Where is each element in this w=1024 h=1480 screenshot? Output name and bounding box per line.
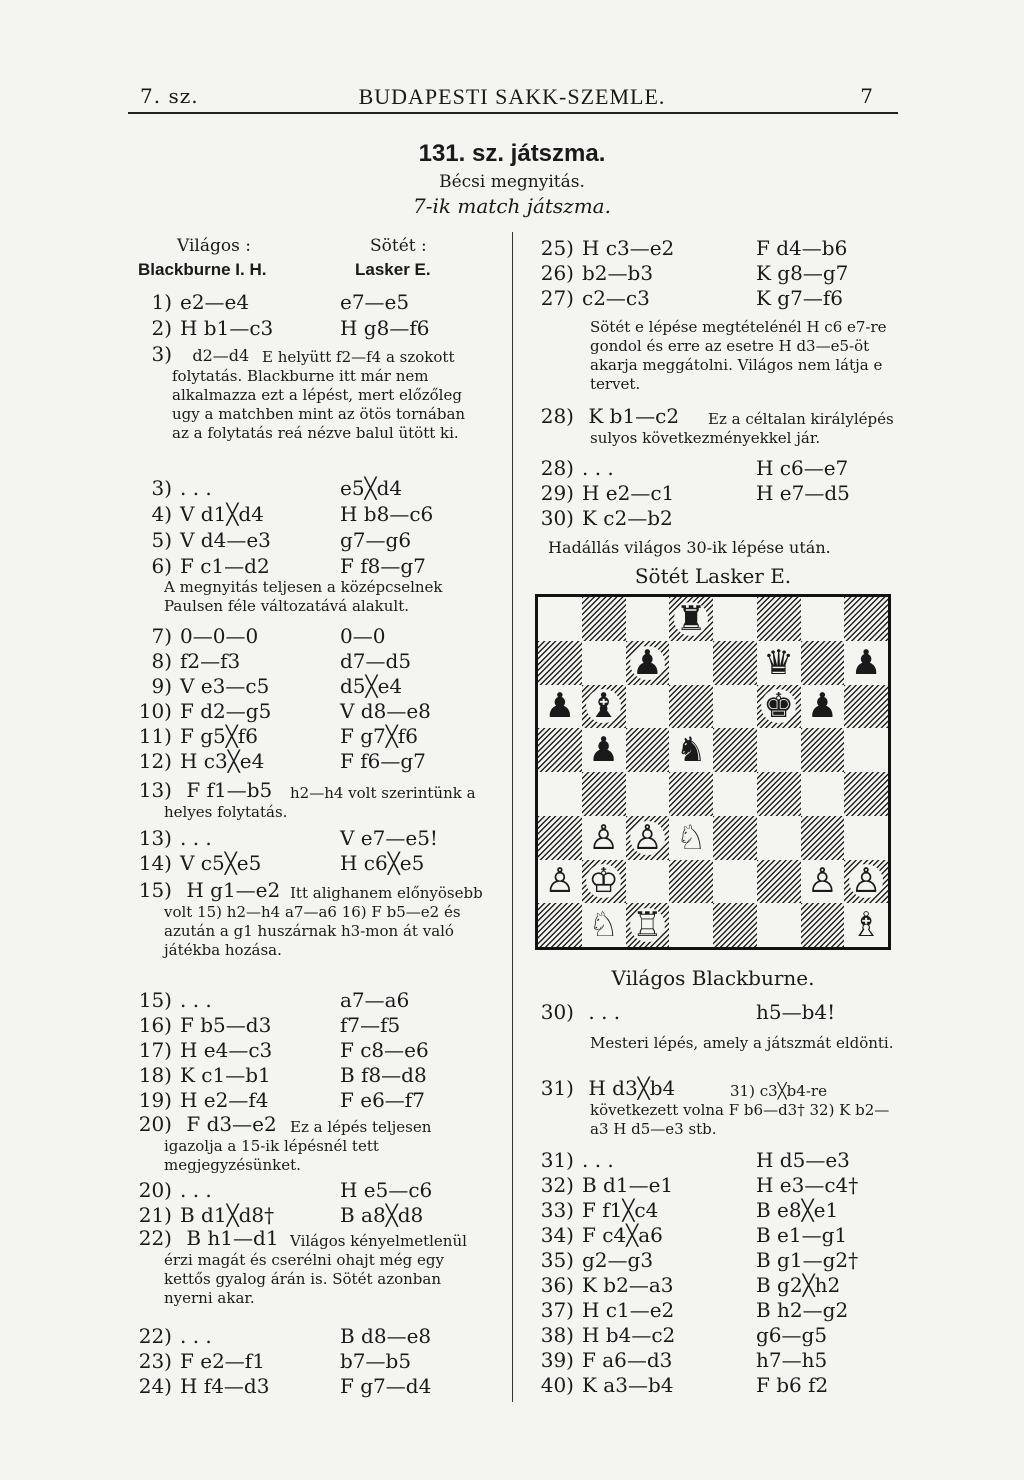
move-row — [530, 261, 849, 285]
board-square — [669, 860, 713, 904]
board-square — [582, 860, 626, 904]
black-player: Lasker E. — [355, 260, 431, 279]
black-move: H c6╳e5 — [340, 851, 425, 875]
black-move: d7—d5 — [340, 649, 412, 673]
move-row — [128, 724, 418, 748]
move-row — [128, 826, 438, 850]
black-pawn-icon: ♟ — [850, 642, 882, 683]
board-square — [801, 597, 845, 641]
board-square — [538, 685, 582, 729]
move-number: 24) — [138, 1374, 172, 1398]
white-knight-icon: ♘ — [588, 905, 619, 946]
white-move: H e4—c3 — [180, 1038, 273, 1062]
move-row — [530, 1348, 828, 1372]
move-number: 30) — [540, 1000, 574, 1024]
board-square — [713, 728, 757, 772]
board-square — [582, 685, 626, 729]
black-move: e7—e5 — [340, 290, 410, 314]
header-rule — [128, 112, 898, 114]
black-move: e5╳d4 — [340, 476, 403, 500]
white-move: H b1—c3 — [180, 316, 274, 340]
white-move: H f4—d3 — [180, 1374, 270, 1398]
board-square — [801, 641, 845, 685]
move-number: 21) — [138, 1203, 172, 1227]
black-move: H c6—e7 — [756, 456, 849, 480]
white-move: e2—e4 — [180, 290, 250, 314]
game-title: 131. sz. játszma. — [418, 140, 606, 167]
move-row — [530, 236, 848, 260]
move-number: 40) — [540, 1373, 574, 1397]
board-square — [669, 772, 713, 816]
black-label: Sötét : — [370, 236, 427, 256]
move-number: 27) — [540, 286, 574, 310]
move-number: 9) — [151, 674, 172, 698]
journal-title: BUDAPESTI SAKK-SZEMLE. — [358, 84, 666, 109]
board-square — [757, 816, 801, 860]
board-square — [626, 685, 670, 729]
board-square — [626, 816, 670, 860]
move-row — [128, 1374, 432, 1398]
board-square — [713, 597, 757, 641]
move-row — [530, 1148, 850, 1172]
move-number: 11) — [138, 724, 172, 748]
board-square — [582, 903, 626, 947]
white-move: K a3—b4 — [582, 1373, 674, 1397]
move-row — [128, 1349, 412, 1373]
black-move: F c8—e6 — [340, 1038, 429, 1062]
white-move: f2—f3 — [180, 649, 241, 673]
move-row — [128, 316, 430, 340]
white-move: F a6—d3 — [582, 1348, 673, 1372]
white-move: . . . — [180, 1178, 212, 1202]
diagram-black-label: Sötét Lasker E. — [634, 564, 792, 588]
move-number: 23) — [138, 1349, 172, 1373]
move-number: 26) — [540, 261, 574, 285]
move-row — [530, 1248, 859, 1272]
board-square — [669, 641, 713, 685]
move-row — [530, 1173, 859, 1197]
white-king-icon: ♔ — [588, 861, 619, 902]
move-row — [128, 988, 410, 1012]
white-move: b2—b3 — [582, 261, 654, 285]
board-square — [801, 903, 845, 947]
black-move: H e3—c4† — [756, 1173, 859, 1197]
move-row — [128, 749, 426, 773]
board-square — [713, 816, 757, 860]
black-king-icon: ♚ — [763, 686, 794, 727]
white-move: B d1╳d8† — [180, 1203, 275, 1227]
black-move: B a8╳d8 — [340, 1203, 424, 1227]
annotation: 31) c3╳b4-re következett volna F b6—d3† 32) K b2—a3 H d5—e3 stb. — [590, 1082, 890, 1138]
white-pawn-icon: ♙ — [632, 817, 663, 858]
move-number: 39) — [540, 1348, 574, 1372]
move-number: 2) — [151, 316, 172, 340]
annotation: Mesteri lépés, amely a játszmát eldönti. — [590, 1034, 894, 1052]
white-move: F f1—b5 — [186, 778, 273, 802]
move-row — [128, 528, 412, 552]
white-move: K b1—c2 — [588, 404, 680, 428]
black-move: a7—a6 — [340, 988, 410, 1012]
board-square — [757, 597, 801, 641]
board-square — [844, 816, 888, 860]
chess-diagram — [535, 594, 891, 950]
white-bishop-icon: ♗ — [850, 905, 882, 946]
move-number: 4) — [151, 502, 172, 526]
board-square — [757, 728, 801, 772]
black-move: d5╳e4 — [340, 674, 403, 698]
board-square — [538, 860, 582, 904]
black-move: H d5—e3 — [756, 1148, 850, 1172]
black-move: g7—g6 — [340, 528, 412, 552]
board-square — [626, 597, 670, 641]
board-square — [757, 903, 801, 947]
white-move: B d1—e1 — [582, 1173, 674, 1197]
white-rook-icon: ♖ — [632, 905, 663, 946]
white-move: F e2—f1 — [180, 1349, 265, 1373]
board-square — [844, 685, 888, 729]
board-square — [538, 772, 582, 816]
move-number: 14) — [138, 851, 172, 875]
move-row — [128, 1038, 429, 1062]
board-square — [844, 641, 888, 685]
board-square — [669, 597, 713, 641]
white-move: K b2—a3 — [582, 1273, 674, 1297]
board-square — [538, 816, 582, 860]
board-square — [757, 685, 801, 729]
move-row — [530, 1298, 849, 1322]
move-row — [128, 624, 386, 648]
move-number: 5) — [151, 528, 172, 552]
move-number: 20) — [138, 1112, 172, 1136]
move-row — [128, 1203, 424, 1227]
board-square — [582, 597, 626, 641]
black-move: B f8—d8 — [340, 1063, 427, 1087]
annotation: Ez a céltalan királylépés sulyos következményekkel jár. — [590, 410, 894, 447]
black-pawn-icon: ♟ — [588, 730, 619, 771]
move-number: 22) — [138, 1226, 172, 1250]
black-move: F g7—d4 — [340, 1374, 432, 1398]
move-number: 3) — [151, 342, 172, 366]
black-move: K g7—f6 — [756, 286, 843, 310]
annotation: A megnyitás teljesen a középcselnek Paulsen féle változatává alakult. — [164, 578, 443, 615]
board-square — [582, 728, 626, 772]
move-number: 37) — [540, 1298, 574, 1322]
board-square — [713, 772, 757, 816]
board-square — [538, 641, 582, 685]
move-number: 8) — [151, 649, 172, 673]
board-square — [626, 728, 670, 772]
white-move: d2—d4 — [192, 346, 250, 365]
white-knight-icon: ♘ — [675, 817, 707, 858]
board-square — [582, 641, 626, 685]
board-square — [801, 816, 845, 860]
move-number: 1) — [151, 290, 172, 314]
board-square — [844, 728, 888, 772]
white-move: 0—0—0 — [180, 624, 259, 648]
white-move: V e3—c5 — [180, 674, 270, 698]
black-move: H e5—c6 — [340, 1178, 433, 1202]
black-move: h5—b4! — [756, 1000, 836, 1024]
black-knight-icon: ♞ — [675, 730, 707, 771]
white-move: V c5╳e5 — [180, 851, 262, 875]
white-move: . . . — [180, 1324, 212, 1348]
board-square — [713, 860, 757, 904]
white-label: Világos : — [177, 236, 251, 256]
board-square — [757, 641, 801, 685]
black-move: B h2—g2 — [756, 1298, 849, 1322]
white-move: g2—g3 — [582, 1248, 654, 1272]
board-square — [626, 641, 670, 685]
black-move: B g2╳h2 — [756, 1273, 841, 1297]
board-square — [801, 772, 845, 816]
move-row — [530, 1198, 839, 1222]
black-move: F d4—b6 — [756, 236, 848, 260]
move-number: 20) — [138, 1178, 172, 1202]
annotation: E helyütt f2—f4 a szokott folytatás. Blackburne itt már nem alkalmazza ezt a lépést, mert előzőleg ugy a matchben mint az ötös tornában az a folytatás reá nézve balul ütött ki. — [172, 348, 466, 442]
white-move: H b4—c2 — [582, 1323, 676, 1347]
move-number: 7) — [151, 624, 172, 648]
move-number: 13) — [138, 826, 172, 850]
white-move: K c1—b1 — [180, 1063, 271, 1087]
black-move: B e8╳e1 — [756, 1198, 839, 1222]
move-number: 25) — [540, 236, 574, 260]
move-row — [530, 506, 673, 530]
white-move: H d3╳b4 — [588, 1076, 676, 1100]
move-row — [128, 476, 403, 500]
black-rook-icon: ♜ — [675, 598, 707, 639]
black-move: b7—b5 — [340, 1349, 412, 1373]
black-pawn-icon: ♟ — [807, 686, 838, 727]
board-square — [844, 860, 888, 904]
move-row — [530, 286, 843, 310]
move-row — [530, 456, 849, 480]
move-number: 6) — [151, 554, 172, 578]
move-number: 29) — [540, 481, 574, 505]
white-move: V d1╳d4 — [180, 502, 264, 526]
board-square — [844, 597, 888, 641]
annotation: Sötét e lépése megtételénél H c6 e7-re gondol és erre az esetre H d3—e5-öt akarja meggátolni. Világos nem látja e tervet. — [590, 318, 887, 393]
move-row — [128, 290, 410, 314]
white-move: . . . — [180, 826, 212, 850]
board-square — [669, 728, 713, 772]
black-move: F g7╳f6 — [340, 724, 418, 748]
white-move: . . . — [588, 1000, 621, 1024]
black-move: V d8—e8 — [340, 699, 431, 723]
white-move: F f1╳c4 — [582, 1198, 659, 1222]
white-pawn-icon: ♙ — [807, 861, 838, 902]
white-move: F g5╳f6 — [180, 724, 258, 748]
move-number: 13) — [138, 778, 172, 802]
board-square — [844, 772, 888, 816]
white-move: F d3—e2 — [186, 1112, 277, 1136]
page-number: 7 — [860, 84, 874, 108]
annotation: h2—h4 volt szerintünk a helyes folytatás. — [164, 784, 476, 821]
move-number: 28) — [540, 404, 574, 428]
white-pawn-icon: ♙ — [544, 861, 576, 902]
move-row — [128, 851, 425, 875]
white-move: . . . — [180, 476, 212, 500]
move-row — [530, 1323, 828, 1347]
move-number: 32) — [540, 1173, 574, 1197]
white-move: . . . — [180, 988, 212, 1012]
black-move: V e7—e5! — [340, 826, 438, 850]
board-square — [713, 685, 757, 729]
annotation: Ez a lépés teljesen igazolja a 15-ik lépésnél tett megjegyzésünket. — [164, 1118, 432, 1174]
annotation: Itt alighanem előnyösebb volt 15) h2—h4 a7—a6 16) F b5—e2 és azután a g1 huszárnak h3-mon át való játékba hozása. — [164, 884, 483, 959]
move-number: 15) — [138, 988, 172, 1012]
board-square — [713, 903, 757, 947]
black-move: F f6—g7 — [340, 749, 426, 773]
move-number: 28) — [540, 456, 574, 480]
move-number: 30) — [540, 506, 574, 530]
white-move: H e2—c1 — [582, 481, 675, 505]
black-move: B d8—e8 — [340, 1324, 432, 1348]
move-row — [530, 481, 850, 505]
move-row — [128, 502, 434, 526]
board-square — [582, 816, 626, 860]
column-divider — [512, 232, 513, 1402]
board-square — [538, 597, 582, 641]
board-square — [626, 903, 670, 947]
black-move: K g8—g7 — [756, 261, 849, 285]
black-move: H g8—f6 — [340, 316, 430, 340]
move-number: 34) — [540, 1223, 574, 1247]
diagram-white-label: Világos Blackburne. — [611, 966, 815, 990]
match-label: 7-ik match játszma. — [413, 194, 611, 218]
board-square — [713, 641, 757, 685]
black-move: 0—0 — [340, 624, 386, 648]
black-bishop-icon: ♝ — [588, 686, 619, 727]
black-move: B e1—g1 — [756, 1223, 848, 1247]
board-square — [801, 860, 845, 904]
move-number: 15) — [138, 878, 172, 902]
board-square — [626, 772, 670, 816]
board-square — [801, 685, 845, 729]
white-player: Blackburne I. H. — [138, 260, 267, 279]
black-move: B g1—g2† — [756, 1248, 859, 1272]
move-number: 22) — [138, 1324, 172, 1348]
black-move: F b6 f2 — [756, 1373, 829, 1397]
annotation: Világos kényelmetlenül érzi magát és cserélni ohajt még egy kettős gyalog árán is. Sötét azonban nyerni akar. — [164, 1232, 467, 1307]
white-move: B h1—d1 — [186, 1226, 279, 1250]
board-square — [626, 860, 670, 904]
move-row — [128, 1178, 433, 1202]
opening-name: Bécsi megnyitás. — [439, 172, 585, 192]
white-move: V d4—e3 — [180, 528, 271, 552]
white-move: H c3╳e4 — [180, 749, 265, 773]
move-number: 31) — [540, 1076, 574, 1100]
move-number: 35) — [540, 1248, 574, 1272]
move-number: 10) — [138, 699, 172, 723]
white-move: H c1—e2 — [582, 1298, 675, 1322]
white-move: F b5—d3 — [180, 1013, 272, 1037]
page-section-label: 7. sz. — [140, 84, 199, 108]
white-move: . . . — [582, 1148, 614, 1172]
move-number: 3) — [151, 476, 172, 500]
board-square — [582, 772, 626, 816]
move-row — [530, 1223, 848, 1247]
board-square — [669, 685, 713, 729]
move-row — [128, 1063, 427, 1087]
move-row — [128, 1088, 425, 1112]
black-pawn-icon: ♟ — [632, 642, 663, 683]
black-move: f7—f5 — [340, 1013, 401, 1037]
black-move: H e7—d5 — [756, 481, 850, 505]
move-number: 36) — [540, 1273, 574, 1297]
move-number: 19) — [138, 1088, 172, 1112]
move-number: 17) — [138, 1038, 172, 1062]
move-row — [530, 1000, 836, 1024]
move-row — [128, 1013, 401, 1037]
board-square — [669, 816, 713, 860]
move-row — [128, 674, 403, 698]
move-number: 33) — [540, 1198, 574, 1222]
white-pawn-icon: ♙ — [850, 861, 882, 902]
black-move: g6—g5 — [756, 1323, 828, 1347]
move-number: 12) — [138, 749, 172, 773]
white-move: . . . — [582, 456, 614, 480]
white-move: F d2—g5 — [180, 699, 272, 723]
move-row — [530, 1373, 829, 1397]
move-number: 38) — [540, 1323, 574, 1347]
white-move: H g1—e2 — [186, 878, 281, 902]
black-pawn-icon: ♟ — [544, 686, 576, 727]
black-move: h7—h5 — [756, 1348, 828, 1372]
black-move: F e6—f7 — [340, 1088, 425, 1112]
diagram-caption: Hadállás világos 30-ik lépése után. — [548, 538, 831, 557]
board-square — [757, 860, 801, 904]
white-move: H c3—e2 — [582, 236, 675, 260]
black-move: H b8—c6 — [340, 502, 434, 526]
move-row — [128, 649, 412, 673]
white-move: F c4╳a6 — [582, 1223, 663, 1247]
board-square — [669, 903, 713, 947]
board-square — [538, 903, 582, 947]
white-move: H e2—f4 — [180, 1088, 269, 1112]
move-row — [530, 1273, 841, 1297]
black-move: F f8—g7 — [340, 554, 426, 578]
white-move: F c1—d2 — [180, 554, 270, 578]
move-number: 31) — [540, 1148, 574, 1172]
board-square — [801, 728, 845, 772]
move-row — [128, 699, 431, 723]
move-row — [128, 1324, 432, 1348]
board-square — [844, 903, 888, 947]
black-queen-icon: ♛ — [763, 642, 794, 683]
white-move: K c2—b2 — [582, 506, 673, 530]
white-move: c2—c3 — [582, 286, 650, 310]
move-number: 18) — [138, 1063, 172, 1087]
board-square — [538, 728, 582, 772]
board-square — [757, 772, 801, 816]
white-pawn-icon: ♙ — [588, 817, 619, 858]
move-number: 16) — [138, 1013, 172, 1037]
